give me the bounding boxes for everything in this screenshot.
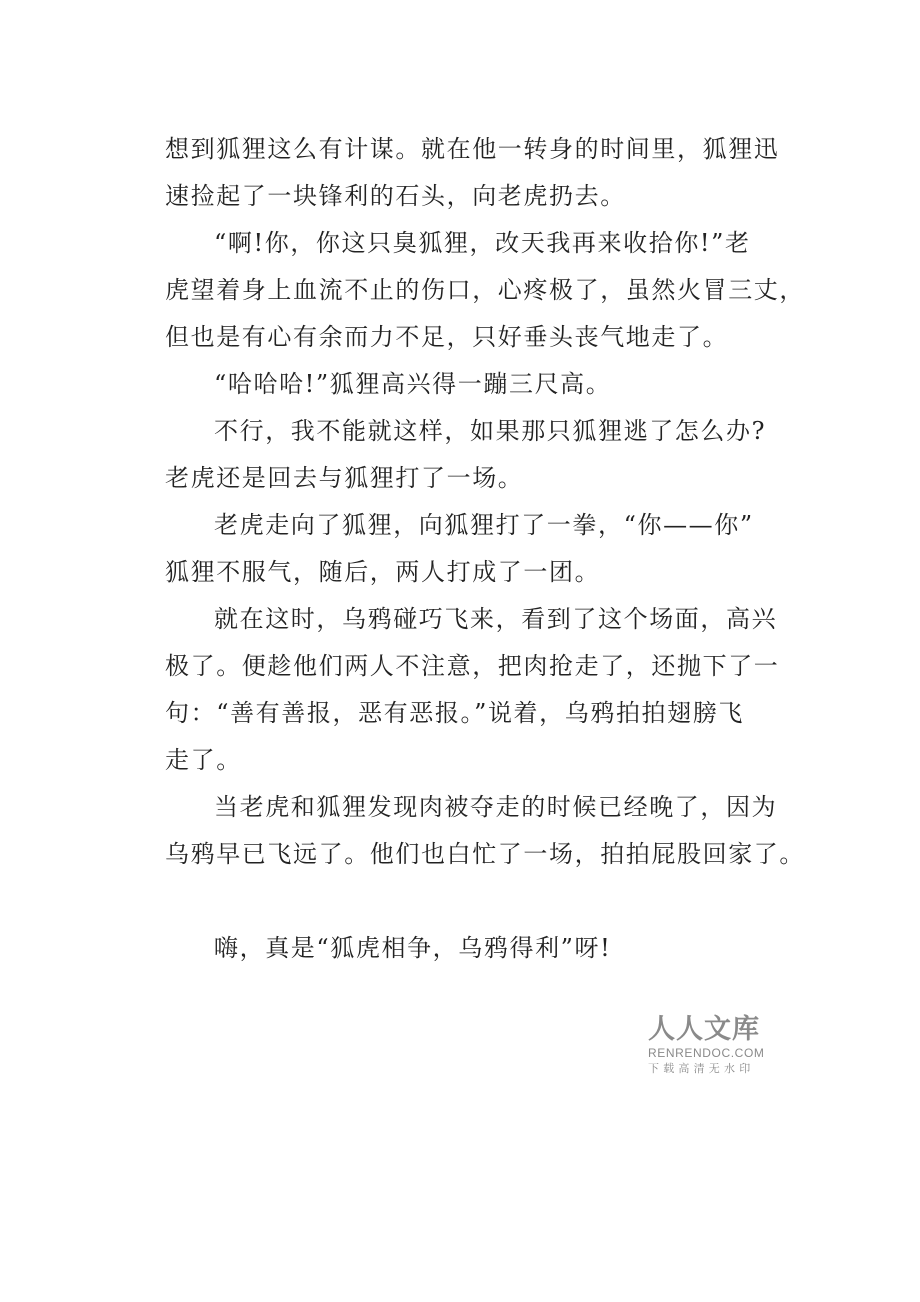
text-line: 虎望着身上血流不止的伤口，心疼极了，虽然火冒三丈， — [165, 276, 805, 304]
watermark-title: 人人文库 — [648, 1014, 760, 1045]
text-line: 句：“善有善报，恶有恶报。”说着，乌鸦拍拍翅膀飞 — [165, 699, 744, 727]
text-line: “哈哈哈!”狐狸高兴得一蹦三尺高。 — [214, 370, 612, 398]
text-line: 乌鸦早已飞远了。他们也白忙了一场，拍拍屁股回家了。 — [165, 840, 805, 868]
text-line: 极了。便趁他们两人不注意，把肉抢走了，还抛下了一 — [165, 652, 780, 680]
watermark-url: RENRENDOC.COM — [648, 1046, 765, 1060]
text-line: 走了。 — [165, 746, 242, 774]
text-line: 但也是有心有余而力不足，只好垂头丧气地走了。 — [165, 323, 729, 351]
closing-line: 嗨，真是“狐虎相争，乌鸦得利”呀! — [214, 934, 612, 962]
text-line: 速捡起了一块锋利的石头，向老虎扔去。 — [165, 182, 626, 210]
text-line: 不行，我不能就这样，如果那只狐狸逃了怎么办? — [214, 417, 767, 445]
text-line: 狐狸不服气，随后，两人打成了一团。 — [165, 558, 601, 586]
text-line: 想到狐狸这么有计谋。就在他一转身的时间里，狐狸迅 — [165, 135, 780, 163]
watermark — [648, 1015, 772, 1077]
text-line: 当老虎和狐狸发现肉被夺走的时候已经晚了，因为 — [214, 793, 778, 821]
watermark-subtitle: 下载高清无水印 — [648, 1062, 755, 1075]
text-line: 老虎走向了狐狸，向狐狸打了一拳，“你——你” — [214, 511, 754, 539]
text-line: 就在这时，乌鸦碰巧飞来，看到了这个场面，高兴 — [214, 605, 778, 633]
document-body — [165, 126, 805, 972]
text-line: 老虎还是回去与狐狸打了一场。 — [165, 464, 524, 492]
text-line: “啊!你，你这只臭狐狸，改天我再来收拾你!”老 — [214, 229, 751, 257]
